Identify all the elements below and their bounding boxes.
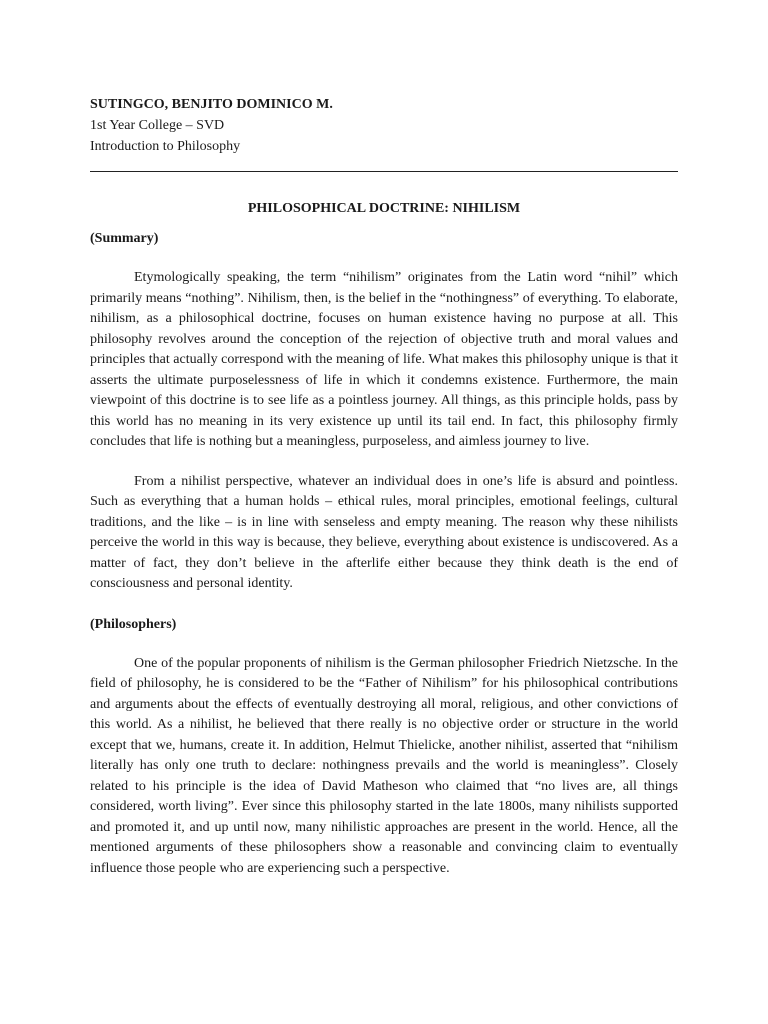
year-course: 1st Year College – SVD bbox=[90, 118, 225, 133]
summary-paragraph-1: Etymologically speaking, the term “nihilism” originates from the Latin word “nihil” which primarily means “nothing”. Nihilism, then, is the belief in the “nothingness” of everything. To elaborate, nihilism, as a philosophical doctrine, focuses on human existence having no purpose at all. This philosophy revolves around the conception of the rejection of objective truth and moral values and principles that actually correspond with the meaning of life. What makes this philosophy unique is that it asserts the ultimate purposelessness of life in which it condemns existence. Furthermore, the main viewpoint of this doctrine is to see life as a pointless journey. All things, as this principle holds, pass by this world has no meaning in its very existence up until its tail end. In fact, this philosophy firmly concludes that life is nothing but a meaningless, purposeless, and aimless journey to live. bbox=[90, 270, 678, 449]
summary-paragraph-2: From a nihilist perspective, whatever an individual does in one’s life is absurd and pointless. Such as everything that a human holds – ethical rules, moral principles, emotional feelings, cultural traditions, and the like – is in line with senseless and empty meaning. The reason why these nihilists perceive the world in this way is because, they believe, everything about existence is undiscovered. As a matter of fact, they don’t believe in the afterlife either because they think death is the end of consciousness and personal identity. bbox=[90, 473, 678, 591]
header-divider bbox=[90, 171, 678, 172]
document-page bbox=[90, 92, 678, 879]
document-title: PHILOSOPHICAL DOCTRINE: NIHILISM bbox=[247, 201, 521, 216]
subject-name: Introduction to Philosophy bbox=[90, 139, 241, 154]
author-name: SUTINGCO, BENJITO DOMINICO M. bbox=[90, 97, 333, 112]
summary-heading: (Summary) bbox=[90, 231, 159, 246]
philosophers-paragraph-1: One of the popular proponents of nihilism is the German philosopher Friedrich Nietzsche. In the field of philosophy, he is considered to be the “Father of Nihilism” for his philosophical contributions and arguments about the effects of eventually destroying all moral, religious, and other convictions of this world. As a nihilist, he believed that there really is no objective order or structure in the world except that we, humans, create it. In addition, Helmut Thielicke, another nihilist, asserted that “nihilism literally has only one truth to declare: nothingness prevails and the world is meaningless”. Closely related to his principle is the idea of David Matheson who claimed that “no lives are, all things considered, worth living”. Ever since this philosophy started in the late 1800s, many nihilists supported and promoted it, and up until now, many nihilistic approaches are present in the world. Hence, all the mentioned arguments of these philosophers show a reasonable and convincing claim to eventually influence those people who are experiencing such a perspective. bbox=[90, 655, 678, 876]
philosophers-heading: (Philosophers) bbox=[90, 616, 177, 632]
